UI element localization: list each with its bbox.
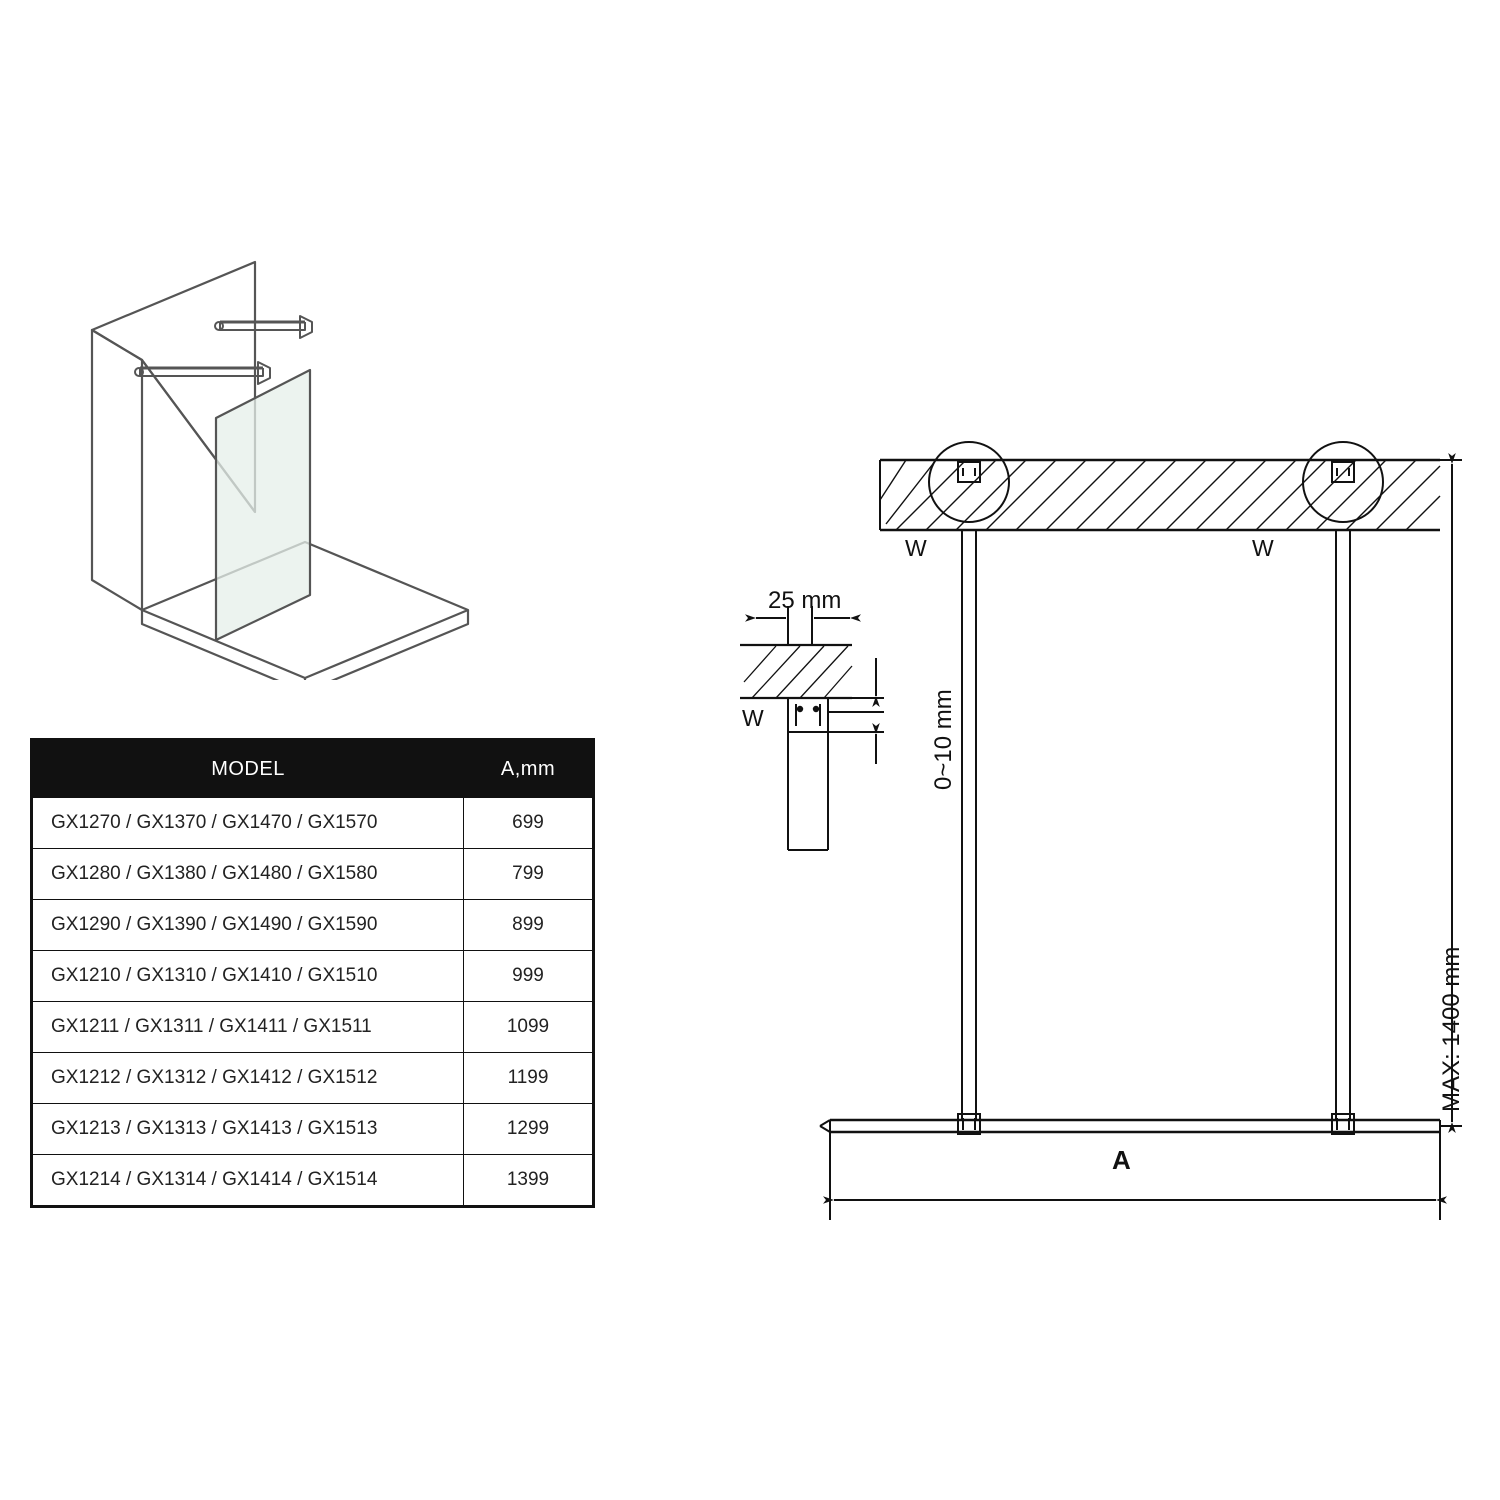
column-header-model: MODEL [32, 740, 464, 798]
right-ceiling-bracket [1303, 442, 1383, 522]
width-dimension-line [830, 1132, 1440, 1220]
left-ceiling-bracket [929, 442, 1009, 522]
cell-model: GX1212 / GX1312 / GX1412 / GX1512 [32, 1053, 464, 1104]
table-row [32, 849, 594, 900]
table-row [32, 900, 594, 951]
table-row [32, 1104, 594, 1155]
model-dimension-table [30, 738, 595, 1208]
isometric-illustration [80, 250, 500, 680]
cell-model: GX1213 / GX1313 / GX1413 / GX1513 [32, 1104, 464, 1155]
label-width-a: A [1112, 1145, 1131, 1175]
label-detail-gap: 0~10 mm [930, 689, 957, 790]
table-header-row [32, 740, 594, 798]
cell-a: 1099 [464, 1002, 594, 1053]
label-wall-mount-right: W [1252, 535, 1274, 561]
table-row [32, 798, 594, 849]
table-row [32, 1053, 594, 1104]
iso-glass-panel [216, 370, 310, 640]
label-wall-mount-detail: W [742, 705, 764, 731]
left-vertical-post [962, 530, 976, 1120]
cell-model: GX1280 / GX1380 / GX1480 / GX1580 [32, 849, 464, 900]
cell-a: 799 [464, 849, 594, 900]
cell-model: GX1290 / GX1390 / GX1490 / GX1590 [32, 900, 464, 951]
cell-a: 999 [464, 951, 594, 1002]
cell-model: GX1214 / GX1314 / GX1414 / GX1514 [32, 1155, 464, 1207]
technical-drawing [700, 420, 1490, 1270]
table-row [32, 1002, 594, 1053]
bottom-horizontal-rail [820, 1120, 1440, 1132]
cell-a: 699 [464, 798, 594, 849]
iso-tray-edge [142, 610, 468, 680]
cell-model: GX1210 / GX1310 / GX1410 / GX1510 [32, 951, 464, 1002]
cell-a: 1199 [464, 1053, 594, 1104]
cell-model: GX1270 / GX1370 / GX1470 / GX1570 [32, 798, 464, 849]
right-vertical-post [1336, 530, 1350, 1120]
table-row [32, 951, 594, 1002]
table-row [32, 1155, 594, 1207]
cell-a: 899 [464, 900, 594, 951]
column-header-a: A,mm [464, 740, 594, 798]
label-detail-thickness: 25 mm [768, 587, 842, 614]
cell-a: 1299 [464, 1104, 594, 1155]
cell-model: GX1211 / GX1311 / GX1411 / GX1511 [32, 1002, 464, 1053]
detail-bracket [788, 698, 828, 732]
cell-a: 1399 [464, 1155, 594, 1207]
label-max-height: MAX: 1400 mm [1438, 946, 1465, 1112]
label-wall-mount-left: W [905, 535, 927, 561]
